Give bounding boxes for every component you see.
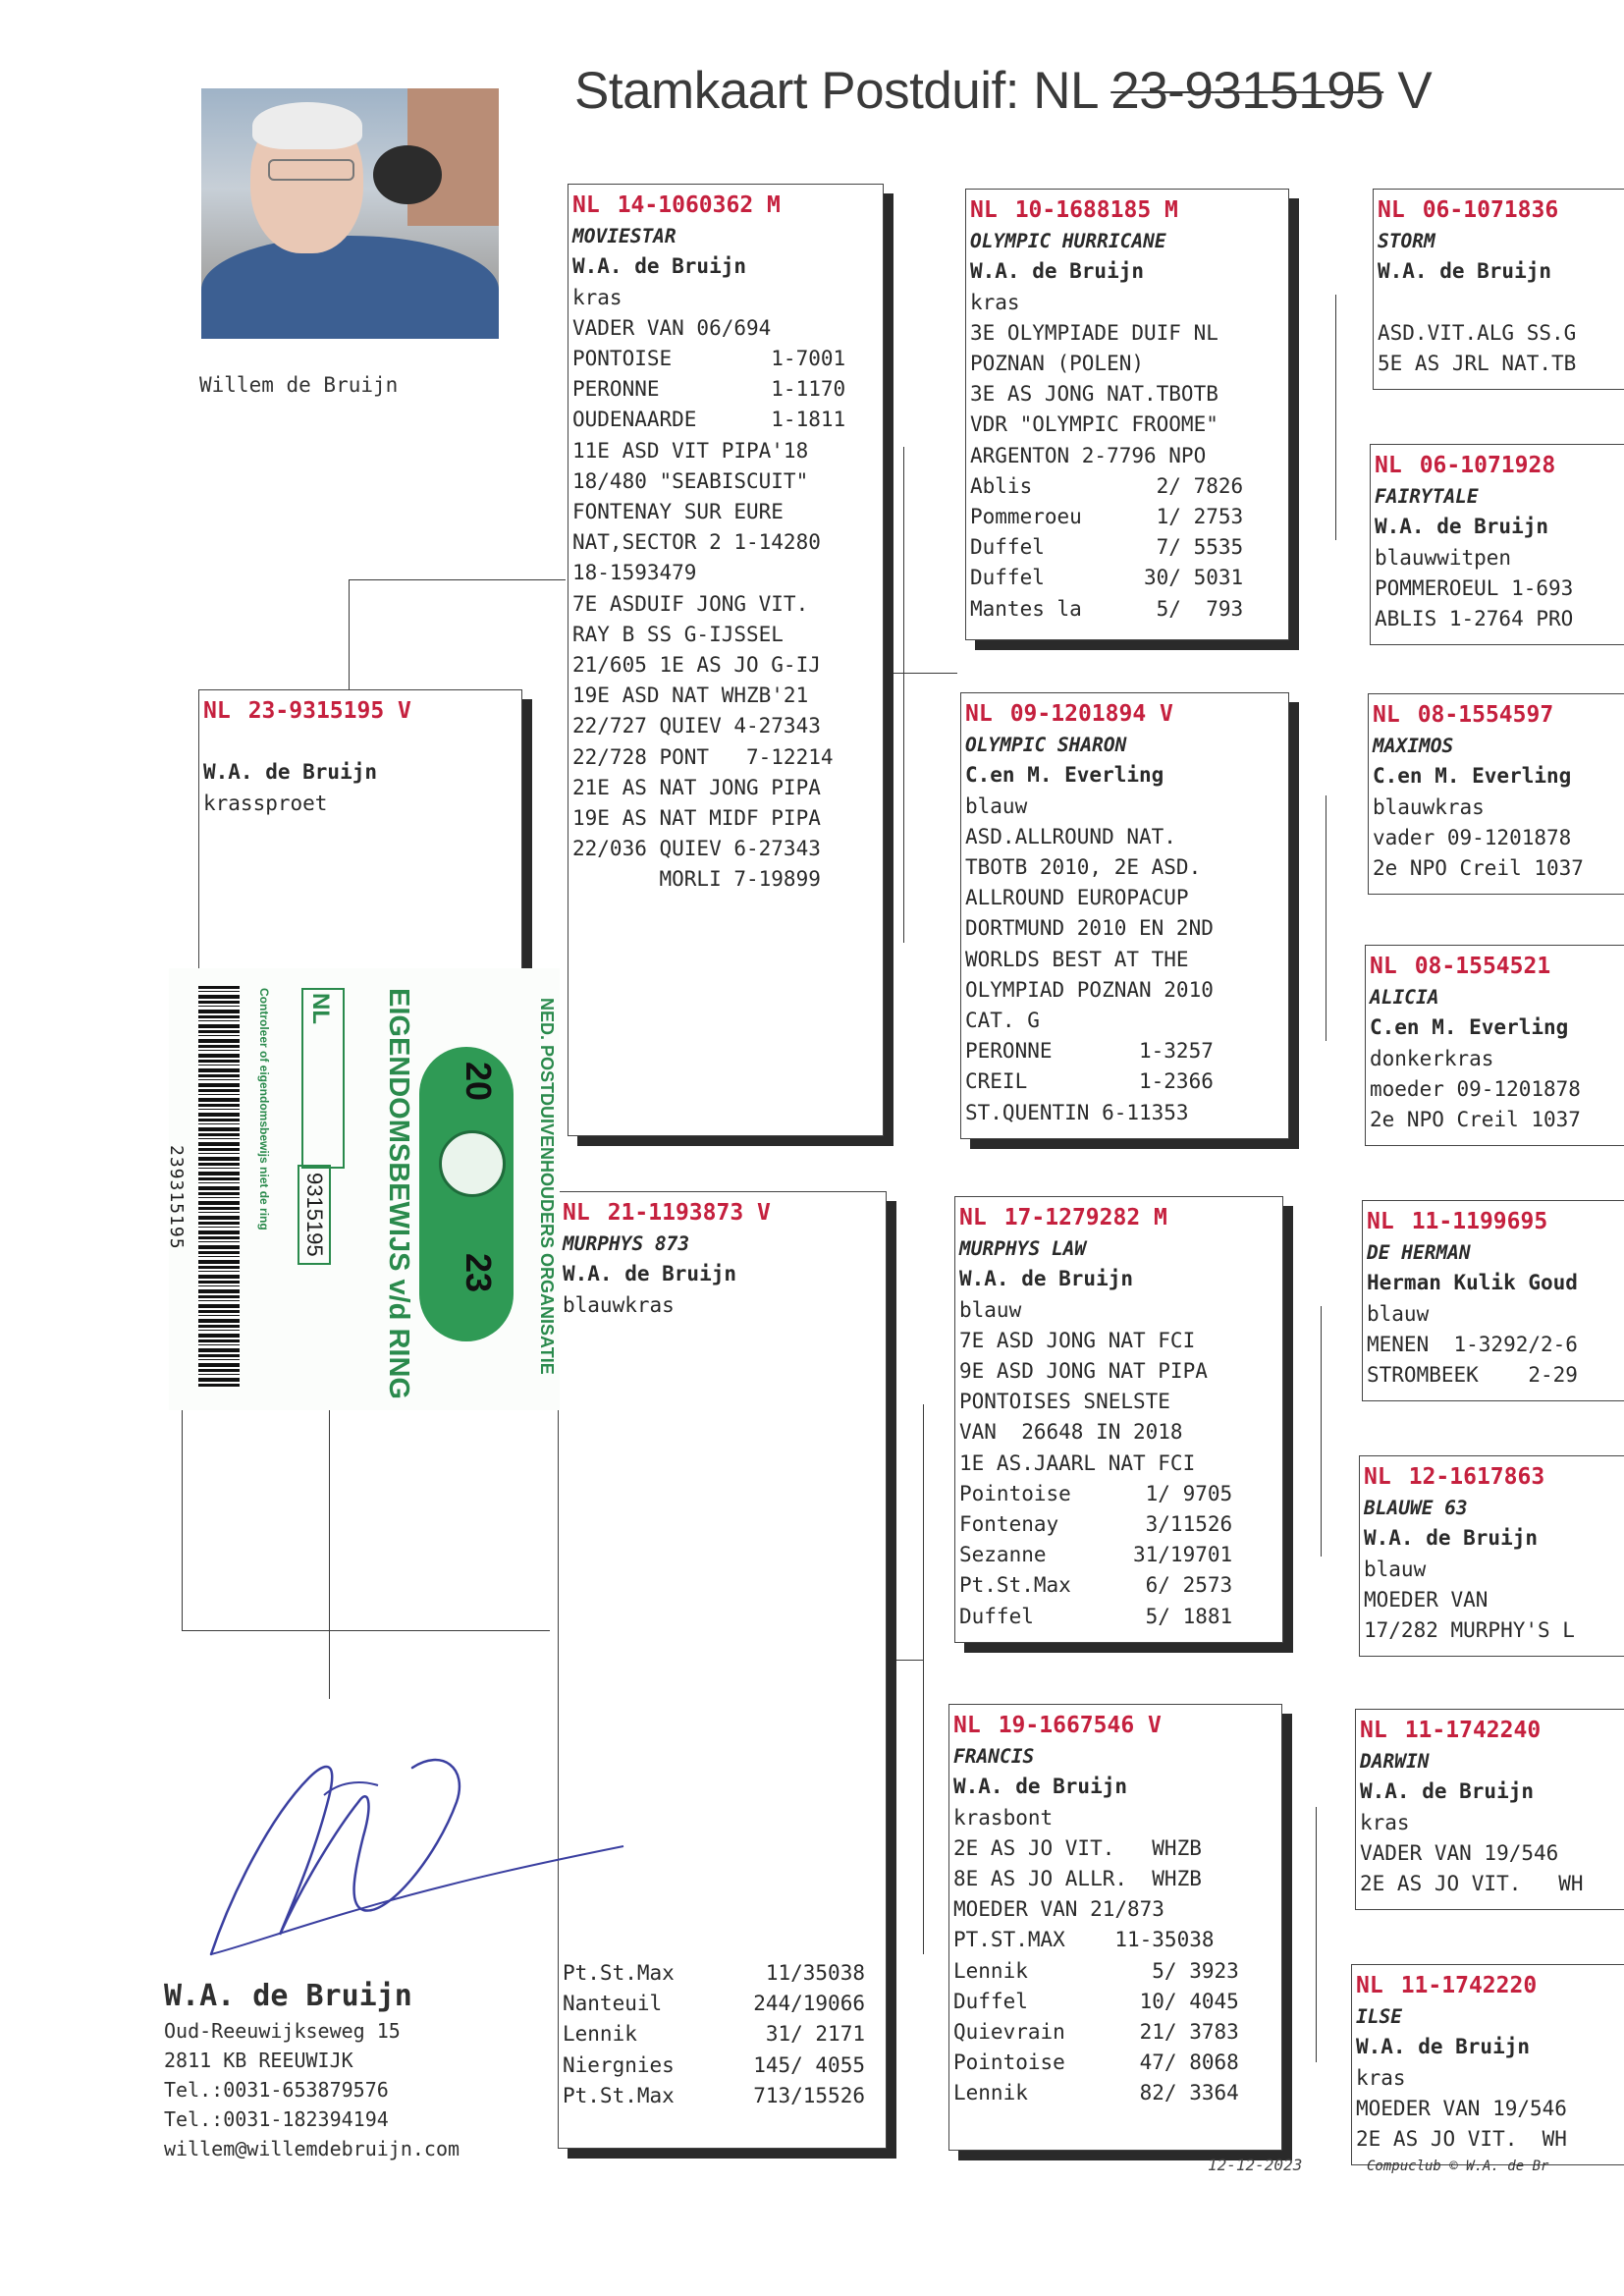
granddam-sire-card: NL 09-1201894 V OLYMPIC SHARON C.en M. Everling blauw ASD.ALLROUND NAT. TBOTB 2010, 2E ASD. ALLROUND EUROPACUP DORTMUND 2010 EN 2ND WORLDS BEST AT THE OLYMPIAD POZNAN 2010 CAT. G PERONNE 1-3257 CREIL 1-2366 ST.QUENTIN 6-11353 <box>960 692 1289 1139</box>
grandsire-dam-card: NL 17-1279282 M MURPHYS LAW W.A. de Bruijn blauw 7E ASD JONG NAT FCI 9E ASD JONG NAT PIPA PONTOISES SNELSTE VAN 26648 IN 2018 1E AS.JAARL NAT FCI Pointoise 1/ 9705 Fontenay 3/11526 Sezanne 31/19701 Pt.St.Max 6/ 2573 Duffel 5/ 1881 <box>954 1196 1283 1643</box>
sire-owner: W.A. de Bruijn <box>572 254 747 279</box>
sender-address <box>164 1977 460 2163</box>
great-grandparent-card: NL 08-1554521 ALICIA C.en M. Everling donkerkras moeder 09-1201878 2e NPO Creil 1037 <box>1365 945 1624 1146</box>
connector-subject-down <box>182 1394 183 1630</box>
great-grandparent-card: NL 11-1742220 ILSE W.A. de Bruijn kras MOEDER VAN 19/546 2E AS JO VIT. WH <box>1351 1964 1624 2165</box>
photo-caption: Willem de Bruijn <box>199 373 399 397</box>
great-grandparent-card: NL 08-1554597 MAXIMOS C.en M. Everling blauwkras vader 09-1201878 2e NPO Creil 1037 <box>1368 693 1624 895</box>
dam-result-row: Pt.St.Max 11/35038 <box>563 1961 865 1985</box>
grandsire-sire-card: NL 10-1688185 M OLYMPIC HURRICANE W.A. de Bruijn kras 3E OLYMPIADE DUIF NL POZNAN (POLEN) 3E AS JONG NAT.TBOTB VDR "OLYMPIC FROOME" ARGENTON 2-7796 NPO Ablis 2/ 7826 Pommeroeu 1/ 2753 Duffel 7/ 5535 Duffel 30/ 5031 Mantes la 5/ 793 <box>965 189 1289 640</box>
great-grandparent-card: NL 06-1071836 STORM W.A. de Bruijn ASD.VIT.ALG SS.G 5E AS JRL NAT.TB <box>1373 189 1624 390</box>
sender-phone: Tel.:0031-182394194 <box>164 2107 389 2131</box>
connector-ggp-3 <box>1321 1306 1341 1557</box>
print-date: 12-12-2023 <box>1208 2156 1303 2174</box>
dam-result-row: Pt.St.Max 713/15526 <box>563 2083 865 2107</box>
great-grandparent-card: NL 11-1742240 DARWIN W.A. de Bruijn kras VADER VAN 19/546 2E AS JO VIT. WH <box>1355 1709 1624 1910</box>
footer-credit: Compuclub © W.A. de Br <box>1367 2159 1549 2174</box>
country-code: NL <box>307 993 334 1024</box>
sender-city: 2811 KB REEUWIJK <box>164 2049 353 2072</box>
sire-ring: NL 14-1060362 M <box>572 192 781 218</box>
connector-ggp-1 <box>1335 295 1356 540</box>
year-top: 20 <box>459 1062 499 1102</box>
great-grandparent-card: NL 06-1071928 FAIRYTALE W.A. de Bruijn blauwwitpen POMMEROEUL 1-693 ABLIS 1-2764 PRO <box>1370 444 1624 645</box>
sender-name: W.A. de Bruijn <box>164 1979 412 2013</box>
sire-color: kras <box>572 285 623 309</box>
sire-card: NL 14-1060362 M MOVIESTAR W.A. de Bruijn kras VADER VAN 06/694 PONTOISE 1-7001 PERONNE 1-1170 OUDENAARDE 1-1811 11E ASD VIT PIPA'18 18/480 "SEABISCUIT" FONTENAY SUR EURE NAT,SECTOR 2 1-14280 18-1593479 7E ASDUIF JONG VIT. RAY B SS G-IJSSEL 21/605 1E AS JO G-IJ 19E ASD NAT WHZB'21 22/727 QUIEV 4-27343 22/728 PONT 7-12214 21E AS NAT JONG PIPA 19E AS NAT MIDF PIPA 22/036 QUIEV 6-27343 MORLI 7-19899 <box>568 184 884 1136</box>
year-bottom: 23 <box>459 1253 499 1293</box>
organization: NED. POSTDUIVENHOUDERS ORGANISATIE <box>537 998 557 1375</box>
dam-color: blauwkras <box>563 1292 675 1317</box>
great-grandparent-card: NL 11-1199695 DE HERMAN Herman Kulik Goud blauw MENEN 1-3292/2-6 STROMBEEK 2-29 <box>1362 1200 1624 1401</box>
great-grandparent-card: NL 12-1617863 BLAUWE 63 W.A. de Bruijn blauw MOEDER VAN 17/282 MURPHY'S L <box>1359 1455 1624 1657</box>
ring-ownership-label <box>166 968 560 1410</box>
subject-pigeon-card <box>198 689 522 984</box>
connector-sire <box>349 579 566 693</box>
control-text: Controleer of eigendomsbewijs niet de ring <box>257 988 271 1230</box>
sire-name: MOVIESTAR <box>572 225 677 248</box>
subject-owner: W.A. de Bruijn <box>203 760 378 785</box>
dam-name: MURPHYS 873 <box>563 1232 690 1256</box>
connector-ggp-2 <box>1326 795 1346 1041</box>
npo-logo-icon <box>439 1130 506 1197</box>
subject-color: krassproet <box>203 791 328 815</box>
connector-sire-parents <box>903 447 963 943</box>
connector-dam-mid <box>884 1660 923 1661</box>
barcode-number: 239315195 <box>166 1145 187 1250</box>
sender-email: willem@willemdebruijn.com <box>164 2137 460 2160</box>
barcode <box>198 986 240 1389</box>
granddam-dam-card: NL 19-1667546 V FRANCIS W.A. de Bruijn krasbont 2E AS JO VIT. WHZB 8E AS JO ALLR. WHZB MOEDER VAN 21/873 PT.ST.MAX 11-35038 Lennik 5/ 3923 Duffel 10/ 4045 Quievrain 21/ 3783 Pointoise 47/ 8068 Lennik 82/ 3364 <box>948 1704 1282 2151</box>
connector-dam-down <box>329 1404 330 1699</box>
ring-number: 9315195 <box>298 1165 331 1265</box>
dam-card <box>558 1191 887 2149</box>
connector-sire-mid <box>889 673 957 674</box>
connector-ggp-4 <box>1316 1807 1336 2062</box>
page-title: Stamkaart Postduif: NL 23-9315195 V <box>574 62 1433 120</box>
dam-result-row: Niergnies 145/ 4055 <box>563 2052 865 2077</box>
label-title: EIGENDOMSBEWIJS v/d RING <box>383 988 414 1399</box>
dam-ring: NL 21-1193873 V <box>563 1200 771 1226</box>
connector-dam <box>182 1630 550 1631</box>
owner-photo <box>201 88 499 339</box>
signature <box>191 1709 633 1974</box>
dam-owner: W.A. de Bruijn <box>563 1262 737 1286</box>
dam-result-row: Nanteuil 244/19066 <box>563 1992 865 2016</box>
dam-result-row: Lennik 31/ 2171 <box>563 2022 865 2047</box>
sender-street: Oud-Reeuwijkseweg 15 <box>164 2019 401 2043</box>
subject-ring: NL 23-9315195 V <box>203 698 411 724</box>
sender-phone: Tel.:0031-653879576 <box>164 2078 389 2102</box>
